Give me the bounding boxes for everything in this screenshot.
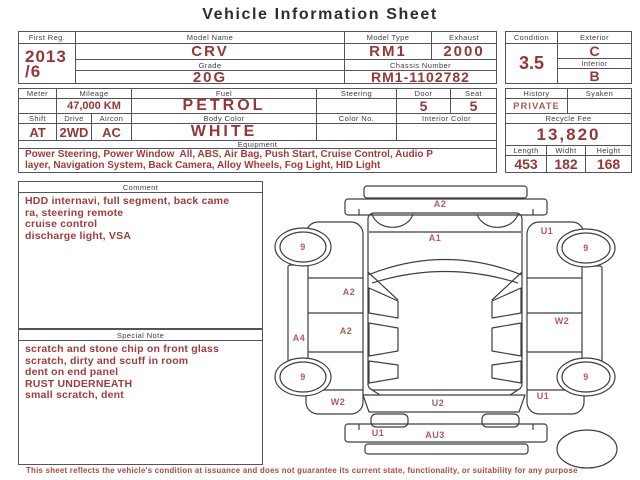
equipment-label: Equipment: [19, 141, 496, 149]
text-line: scratch and stone chip on front glass: [25, 343, 220, 355]
drive-label: Drive: [57, 114, 92, 124]
text-line: discharge light, VSA: [25, 229, 132, 242]
history-value: PRIVATE: [506, 99, 568, 114]
fuel-label: Fuel: [132, 89, 317, 99]
panel-condition-label: U1: [540, 226, 554, 236]
length-label: Length: [506, 146, 547, 156]
mileage-label: Mileage: [57, 89, 132, 99]
page-title: Vehicle Information Sheet: [202, 6, 438, 23]
panel-condition-label: AU3: [425, 430, 445, 440]
spare-wheel: [557, 430, 617, 468]
history-label: History: [506, 89, 568, 99]
chassis-number-label: Chassis Number: [345, 60, 496, 71]
panel-condition-label: U1: [371, 428, 385, 438]
car-diagram-svg: [265, 180, 640, 472]
exhaust-value: 2000: [432, 44, 496, 60]
color-no-value: [317, 124, 397, 141]
history-value-row: [506, 99, 631, 114]
fuel-value: PETROL: [132, 99, 317, 114]
text-line: RUST UNDERNEATH: [25, 377, 133, 390]
door-label: Door: [397, 89, 451, 99]
car-damage-diagram: [265, 180, 640, 472]
text-line: small scratch, dent: [25, 389, 124, 401]
special-note-text: [19, 341, 262, 405]
comment-label: Comment: [19, 182, 262, 193]
comment-box: [18, 181, 263, 329]
special-note-box: [18, 329, 263, 465]
seat-label: Seat: [451, 89, 496, 99]
dimensions-value-row: [506, 156, 631, 172]
dimensions-label-row: [506, 146, 631, 156]
spec-label-row2: [19, 114, 496, 124]
height-label: Height: [586, 146, 631, 156]
exterior-value: C: [558, 44, 631, 59]
panel-condition-label: W2: [330, 397, 346, 407]
grade-value: 20G: [76, 71, 345, 83]
history-box: [505, 88, 632, 173]
text-line: ra, steering remote: [25, 206, 124, 219]
width-label: Widht: [547, 146, 586, 156]
seat-value: 5: [451, 99, 496, 114]
door-value: 5: [397, 99, 451, 114]
disclaimer-text: This sheet reflects the vehicle's condition at issuance and does not guarantee its current state, functionality, or suitability for any purpose: [26, 466, 578, 475]
syaken-value: [568, 99, 631, 114]
right-side-view: [527, 222, 615, 414]
meter-label: Meter: [19, 89, 57, 99]
panel-condition-label: A2: [342, 287, 356, 297]
first-reg-label: First Reg.: [19, 32, 76, 44]
aircon-label: Aircon: [92, 114, 132, 124]
condition-box: [505, 31, 632, 84]
chassis-number-value: RM1-1102782: [371, 71, 470, 83]
interior-color-label: Interior Color: [397, 114, 496, 124]
shift-label: Shift: [19, 114, 57, 124]
exterior-label: Exterior: [558, 32, 631, 44]
recycle-fee-value: 13,820: [506, 124, 631, 146]
wheel-condition-label: 9: [583, 372, 589, 382]
left-side-view: [275, 222, 363, 414]
panel-condition-label: W2: [554, 316, 570, 326]
spec-value-row2: [19, 124, 496, 141]
text-line: dent on end panel: [25, 366, 119, 378]
panel-condition-label: U1: [536, 391, 550, 401]
interior-color-value: [397, 124, 496, 141]
shift-value: AT: [19, 124, 57, 141]
spec-value-row: [19, 99, 496, 114]
body-color-label: Body Color: [132, 114, 317, 124]
interior-value: B: [589, 69, 600, 83]
top-view: [363, 213, 525, 427]
text-line: HDD internavi, full segment, back came: [25, 195, 230, 207]
comment-text: [19, 193, 262, 245]
meter-value: [19, 99, 57, 114]
condition-value: 3.5: [506, 44, 558, 83]
color-no-label: Color No.: [317, 114, 397, 124]
text-line: Power Steering, Power Window All, ABS, Air Bag, Push Start, Cruise Control, Audio P: [25, 149, 433, 160]
steering-value: [317, 99, 397, 114]
recycle-fee-label: Recycle Fee: [506, 114, 631, 124]
wheel-condition-label: 9: [300, 372, 306, 382]
panel-condition-label: A2: [433, 199, 447, 209]
height-value: 168: [596, 156, 621, 172]
model-name-label: Model Name: [76, 32, 345, 44]
text-line: scratch, dirty and scuff in room: [25, 354, 189, 367]
interior-label: Interior: [558, 59, 631, 69]
text-line: 2013: [25, 46, 67, 66]
drive-value: 2WD: [57, 124, 92, 141]
panel-condition-label: U2: [431, 398, 445, 408]
body-color-value: WHITE: [132, 124, 317, 141]
panel-condition-label: A4: [292, 333, 306, 343]
wheel-condition-label: 9: [300, 242, 306, 252]
model-type-label: Model Type: [345, 32, 432, 44]
condition-label: Condition: [506, 32, 558, 44]
model-type-value: RM1: [345, 44, 432, 60]
equipment-text: [19, 149, 496, 172]
spec-table: [18, 88, 497, 173]
wheel-condition-label: 9: [583, 243, 589, 253]
width-value: 182: [547, 156, 586, 172]
length-value: 453: [506, 156, 547, 172]
text-line: /6: [25, 61, 42, 81]
exhaust-label: Exhaust: [432, 32, 496, 44]
text-line: layer, Navigation System, Back Camera, Alloy Wheels, Fog Light, HID Light: [25, 159, 381, 171]
info-table: [18, 31, 497, 84]
history-label-row: [506, 89, 631, 99]
aircon-value: AC: [92, 124, 132, 141]
model-name-value: CRV: [76, 44, 345, 60]
steering-label: Steering: [317, 89, 397, 99]
spec-label-row: [19, 89, 496, 99]
panel-condition-label: A2: [339, 326, 353, 336]
mileage-value: 47,000 KM: [57, 99, 132, 114]
panel-condition-label: A1: [428, 233, 442, 243]
special-note-label: Special Note: [19, 330, 262, 341]
text-line: cruise control: [25, 218, 98, 230]
syaken-label: Syaken: [568, 89, 631, 99]
grade-label: Grade: [76, 60, 345, 71]
first-reg-value: [19, 44, 76, 83]
